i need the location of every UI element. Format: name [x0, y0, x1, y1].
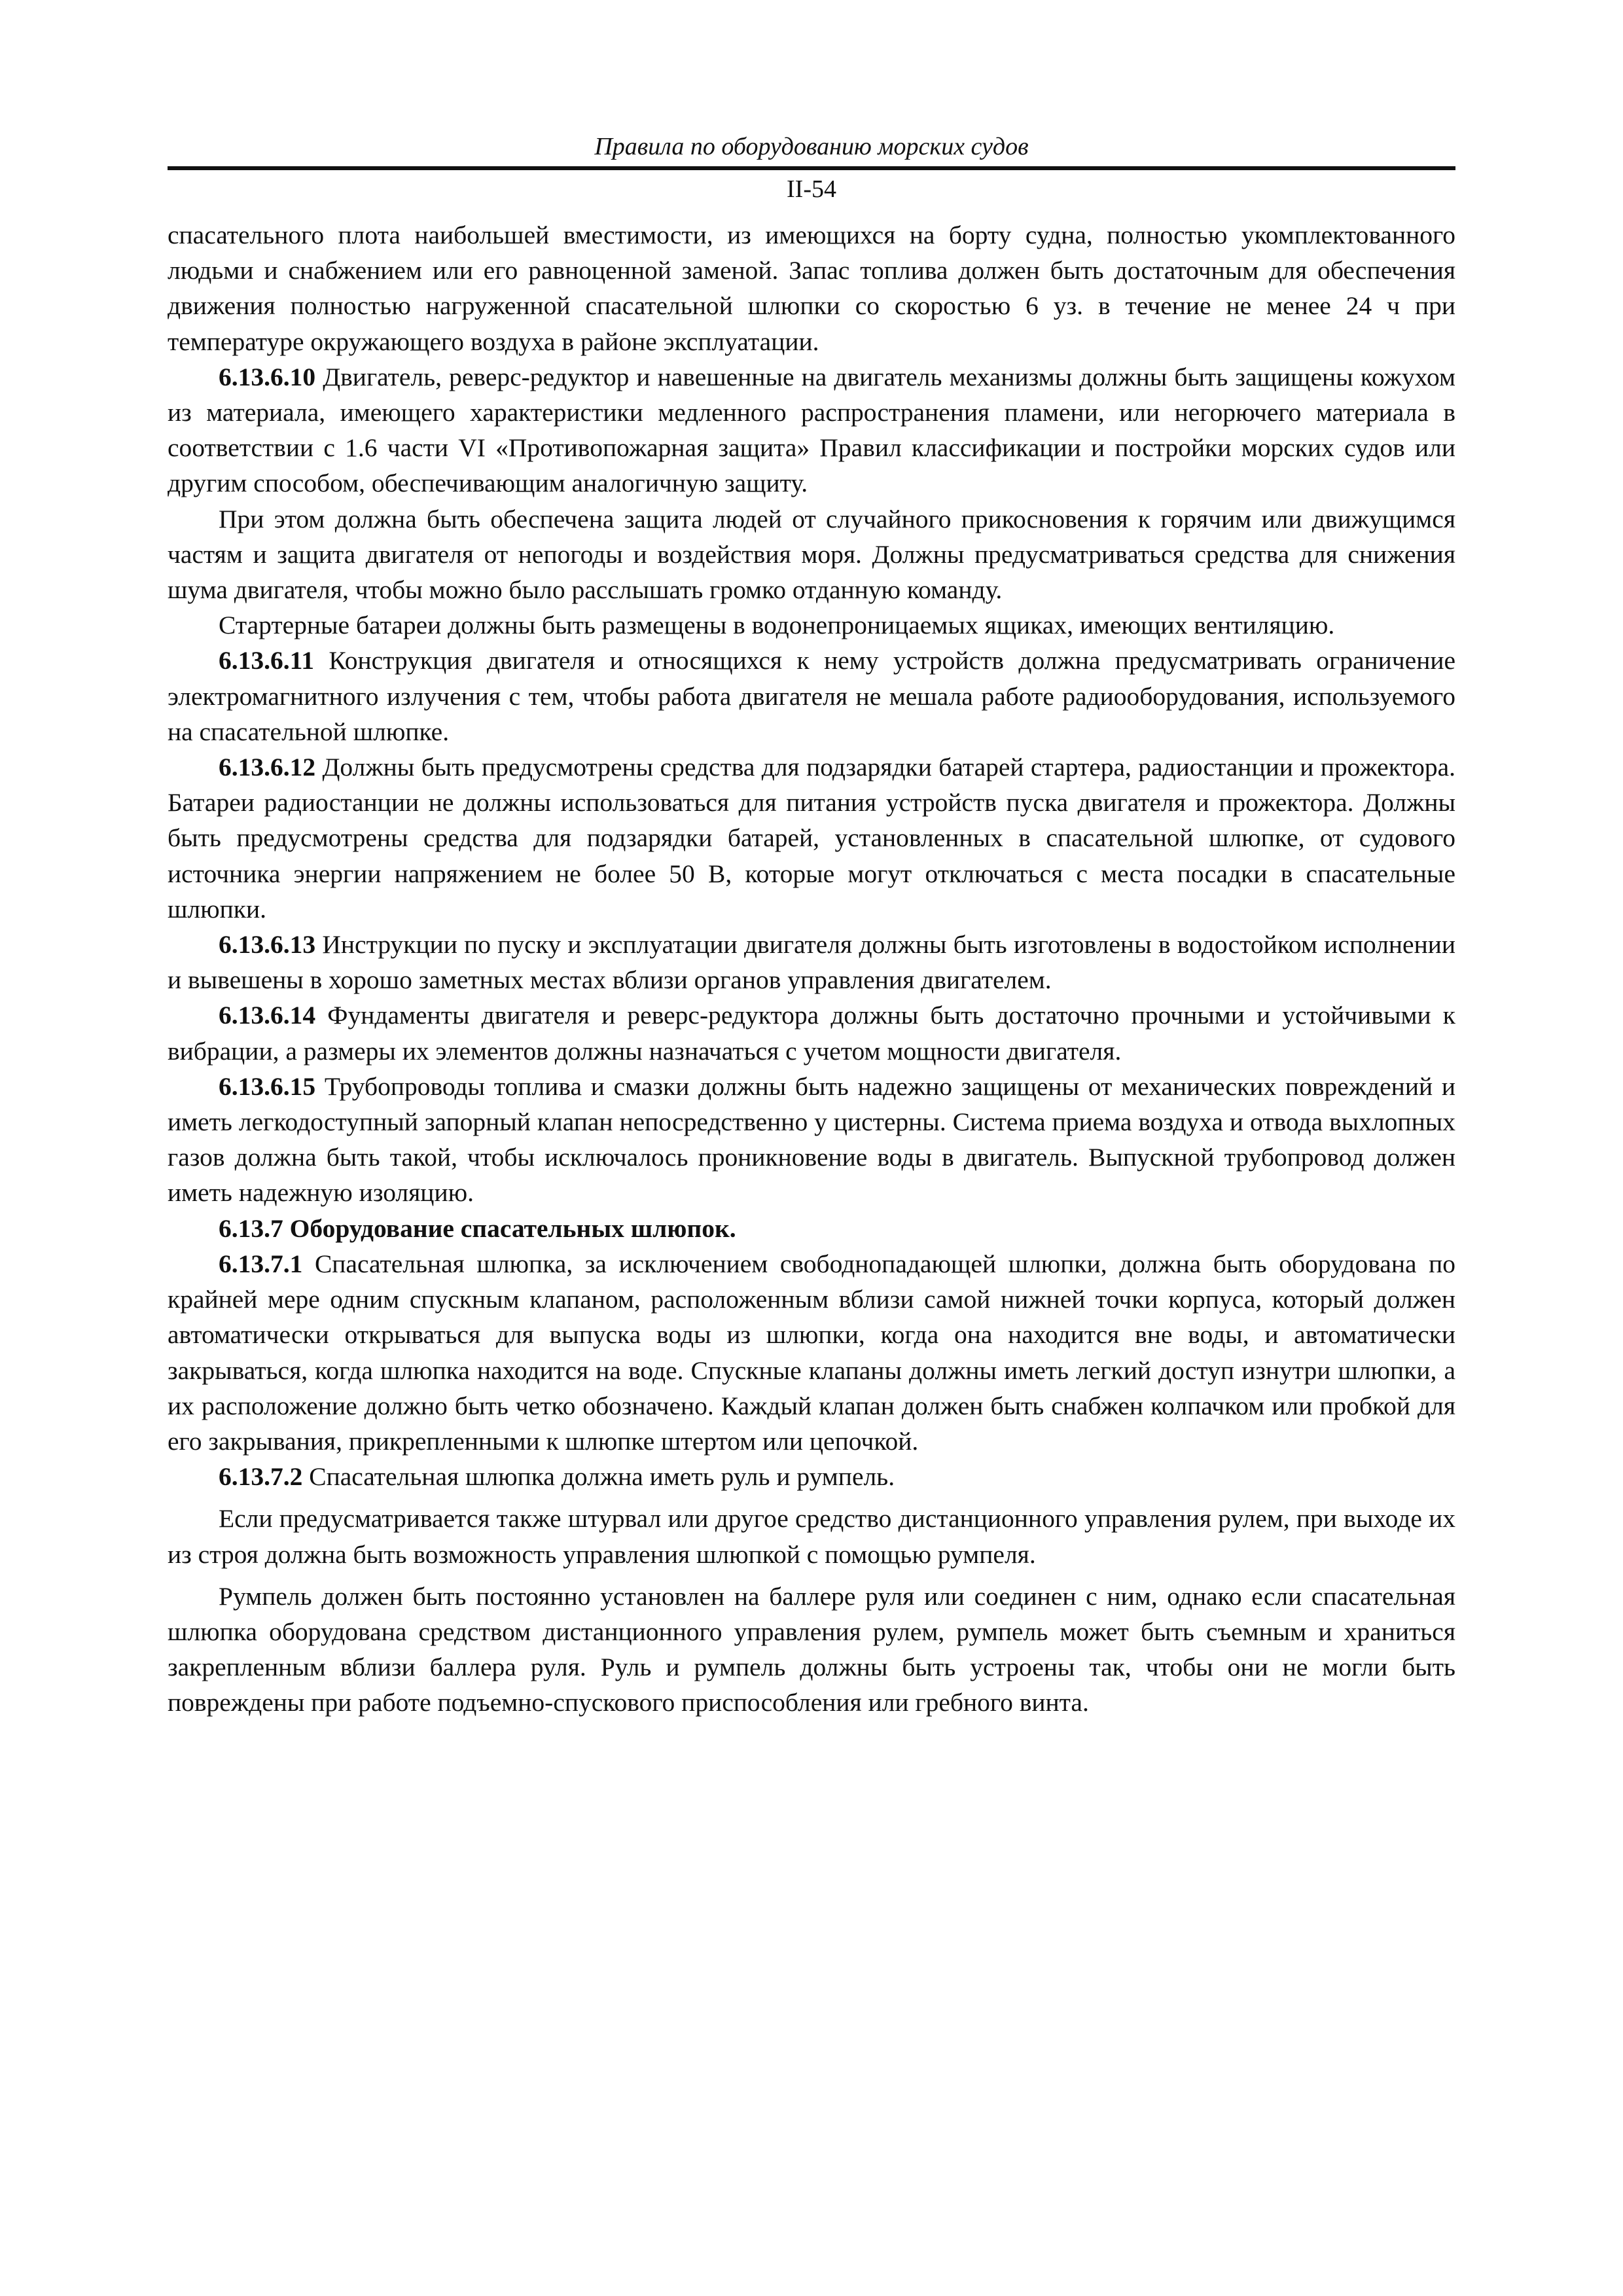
clause-text: Спасательная шлюпка должна иметь руль и румпель.: [302, 1462, 895, 1492]
clause-6-13-7-2: [168, 1459, 1455, 1494]
running-title: Правила по оборудованию морских судов: [594, 133, 1029, 160]
paragraph-text: Румпель должен быть постоянно установлен на баллере руля или соединен с ним, однако если спасательная шлюпка оборудована средством дистанционного управления рулем, румпель может быть съемным и храниться закрепленным вблизи баллера руля. Руль и румпель должны быть устроены так, чтобы они не могли быть повреждены при работе подъемно-спускового приспособления или гребного винта.: [168, 1581, 1455, 1717]
clause-text: Трубопроводы топлива и смазки должны быть надежно защищены от механических повреждений и иметь легкодоступный запорный клапан непосредственно у цистерны. Система приема воздуха и отвода выхлопных газов должна быть такой, чтобы исключалось проникновение воды в двигатель. Выпускной трубопровод должен иметь надежную изоляцию.: [168, 1071, 1455, 1208]
clause-number: 6.13.6.12: [219, 753, 316, 782]
paragraph-batteries: [168, 607, 1455, 643]
clause-text: Должны быть предусмотрены средства для подзарядки батарей стартера, радиостанции и прожектора. Батареи радиостанции не должны использоваться для питания устройств пуска двигателя и прожектора. Должны быть предусмотрены средства для подзарядки батарей, установленных в спасательной шлюпке, от судового источника энергии напряжением не более 50 В, которые могут отключаться с места посадки в спасательные шлюпки.: [168, 753, 1455, 924]
clause-text: Конструкция двигателя и относящихся к нему устройств должна предусматривать ограничение электромагнитного излучения с тем, чтобы работа двигателя не мешала работе радиооборудования, используемого на спасательной шлюпке.: [168, 646, 1455, 746]
clause-6-13-7-1: [168, 1246, 1455, 1459]
clause-6-13-6-12: [168, 749, 1455, 927]
clause-text: Двигатель, реверс-редуктор и навешенные на двигатель механизмы должны быть защищены кожухом из материала, имеющего характеристики медленного распространения пламени, или негорючего материала в соответствии с 1.6 части VI «Противопожарная защита» Правил классификации и постройки морских судов или другим способом, обеспечивающим аналогичную защиту.: [168, 362, 1455, 498]
document-page: [168, 131, 1455, 1721]
clause-6-13-6-13: [168, 927, 1455, 997]
paragraph-text: Стартерные батареи должны быть размещены в водонепроницаемых ящиках, имеющих вентиляцию.: [219, 611, 1335, 640]
paragraph-text: При этом должна быть обеспечена защита людей от случайного прикосновения к горячим или движущимся частям и защита двигателя от непогоды и воздействия моря. Должны предусматриваться средства для снижения шума двигателя, чтобы можно было расслышать громко отданную команду.: [168, 504, 1455, 605]
clause-number: 6.13.6.13: [219, 930, 316, 960]
clause-text: Фундаменты двигателя и реверс-редуктора должны быть достаточно прочными и устойчивыми к вибрации, а размеры их элементов должны назначаться с учетом мощности двигателя.: [168, 1001, 1455, 1066]
clause-6-13-6-15: [168, 1069, 1455, 1211]
clause-number: 6.13.7.1: [219, 1249, 303, 1278]
clause-text: Спасательная шлюпка, за исключением свободнопадающей шлюпки, должна быть оборудована по крайней мере одним спускным клапаном, расположенным вблизи самой нижней точки корпуса, который должен автоматически открываться для выпуска воды из шлюпки, когда она находится вне воды, и автоматически закрываться, когда шлюпка находится на воде. Спускные клапаны должны иметь легкий доступ изнутри шлюпки, а их расположение должно быть четко обозначено. Каждый клапан должен быть снабжен колпачком или пробкой для его закрывания, прикрепленными к шлюпке штертом или цепочкой.: [168, 1249, 1455, 1456]
paragraph-continuation: [168, 217, 1455, 359]
page-number: II-54: [787, 175, 836, 203]
clause-number: 6.13.6.10: [219, 362, 316, 391]
clause-6-13-6-14: [168, 997, 1455, 1068]
clause-number: 6.13.6.11: [219, 646, 314, 675]
section-heading-6-13-7: 6.13.7 Оборудование спасательных шлюпок.: [219, 1213, 736, 1243]
body-text: [168, 217, 1455, 1721]
clause-6-13-6-11: [168, 643, 1455, 749]
paragraph-text: Если предусматривается также штурвал или другое средство дистанционного управления рулем, при выходе их из строя должна быть возможность управления шлюпкой с помощью румпеля.: [168, 1504, 1455, 1569]
paragraph-tiller: [168, 1579, 1455, 1721]
header-rule: [168, 166, 1455, 170]
clause-number: 6.13.7.2: [219, 1462, 303, 1492]
paragraph-protection: [168, 501, 1455, 608]
clause-number: 6.13.6.14: [219, 1001, 316, 1030]
clause-text: Инструкции по пуску и эксплуатации двигателя должны быть изготовлены в водостойком исполнении и вывешены в хорошо заметных местах вблизи органов управления двигателем.: [168, 930, 1455, 995]
paragraph-text: спасательного плота наибольшей вместимости, из имеющихся на борту судна, полностью укомплектованного людьми и снабжением или его равноценной заменой. Запас топлива должен быть достаточным для обеспечения движения полностью нагруженной спасательной шлюпки со скоростью 6 уз. в течение не менее 24 ч при температуре окружающего воздуха в районе эксплуатации.: [168, 221, 1455, 356]
paragraph-steering-wheel: [168, 1501, 1455, 1571]
clause-number: 6.13.6.15: [219, 1071, 316, 1101]
clause-6-13-6-10: [168, 359, 1455, 501]
